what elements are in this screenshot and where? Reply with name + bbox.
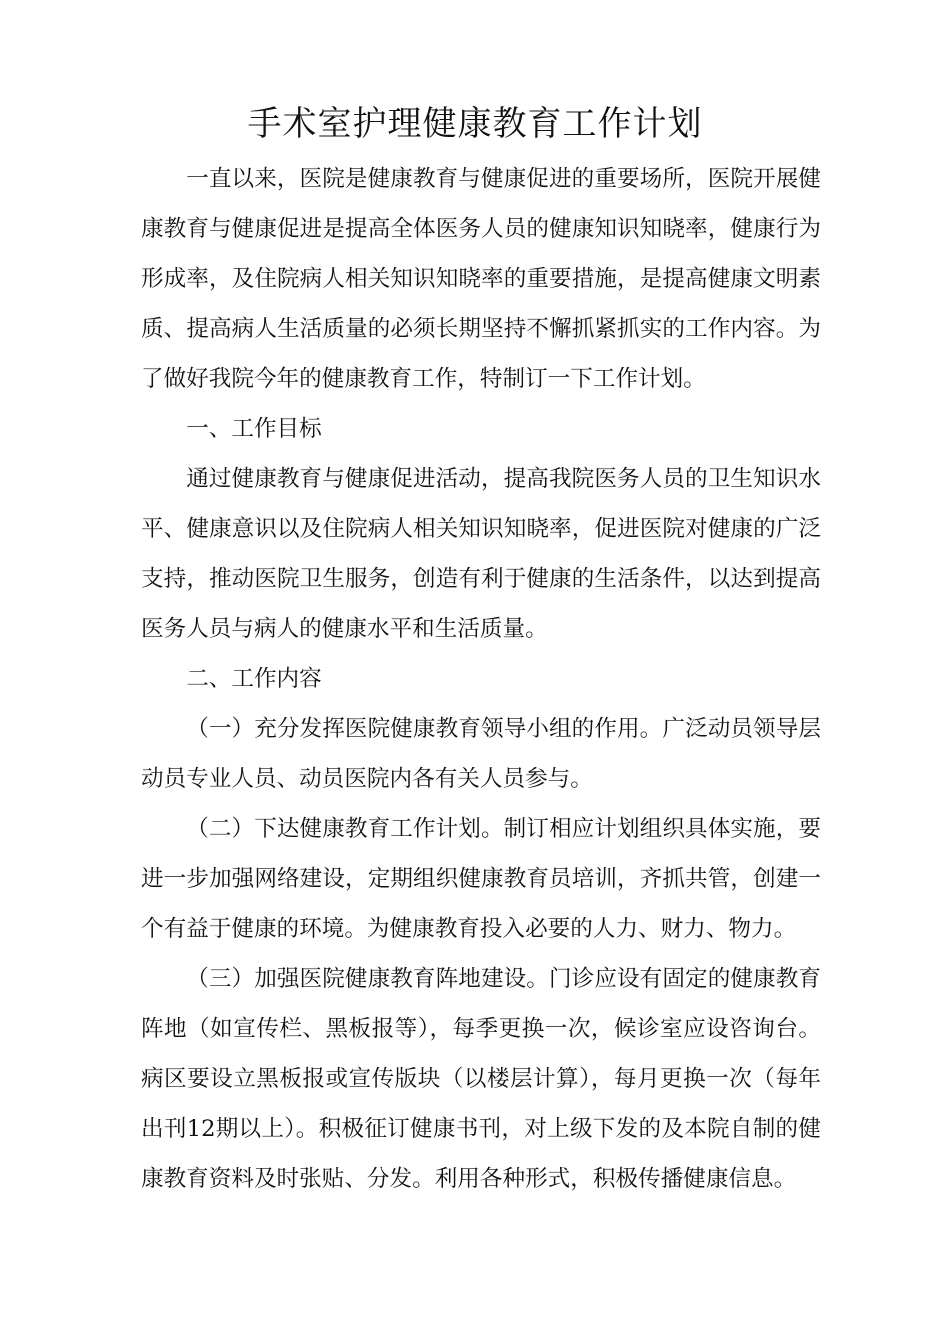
section-heading-content: 二、工作内容 bbox=[186, 666, 322, 692]
paragraph-intro: 一直以来，医院是健康教育与健康促进的重要场所，医院开展健康教育与健康促进是提高全体医务人员的健康知识知晓率，健康行为形成率，及住院病人相关知识知晓率的重要措施，是提高健康文明素质、提高病人生活质量的必须长期坚持不懈抓紧抓实的工作内容。为了做好我院今年的健康教育工作，特制订一下工作计划。 bbox=[141, 166, 821, 392]
document-body bbox=[141, 154, 821, 1204]
paragraph-item-2: （二）下达健康教育工作计划。制订相应计划组织具体实施，要进一步加强网络建设，定期组织健康教育员培训，齐抓共管，创建一个有益于健康的环境。为健康教育投入必要的人力、财力、物力。 bbox=[141, 816, 821, 942]
section-heading-goals: 一、工作目标 bbox=[186, 416, 322, 442]
paragraph-goals: 通过健康教育与健康促进活动，提高我院医务人员的卫生知识水平、健康意识以及住院病人相关知识知晓率，促进医院对健康的广泛支持，推动医院卫生服务，创造有利于健康的生活条件，以达到提高医务人员与病人的健康水平和生活质量。 bbox=[141, 466, 821, 642]
paragraph-item-1: （一）充分发挥医院健康教育领导小组的作用。广泛动员领导层动员专业人员、动员医院内各有关人员参与。 bbox=[141, 716, 821, 792]
document-title: 手术室护理健康教育工作计划 bbox=[247, 104, 703, 144]
paragraph-item-3: （三）加强医院健康教育阵地建设。门诊应设有固定的健康教育阵地（如宣传栏、黑板报等），每季更换一次，候诊室应设咨询台。病区要设立黑板报或宣传版块（以楼层计算），每月更换一次（每年出刊12期以上）。积极征订健康书刊，对上级下发的及本院自制的健康教育资料及时张贴、分发。利用各种形式，积极传播健康信息。 bbox=[141, 966, 821, 1192]
